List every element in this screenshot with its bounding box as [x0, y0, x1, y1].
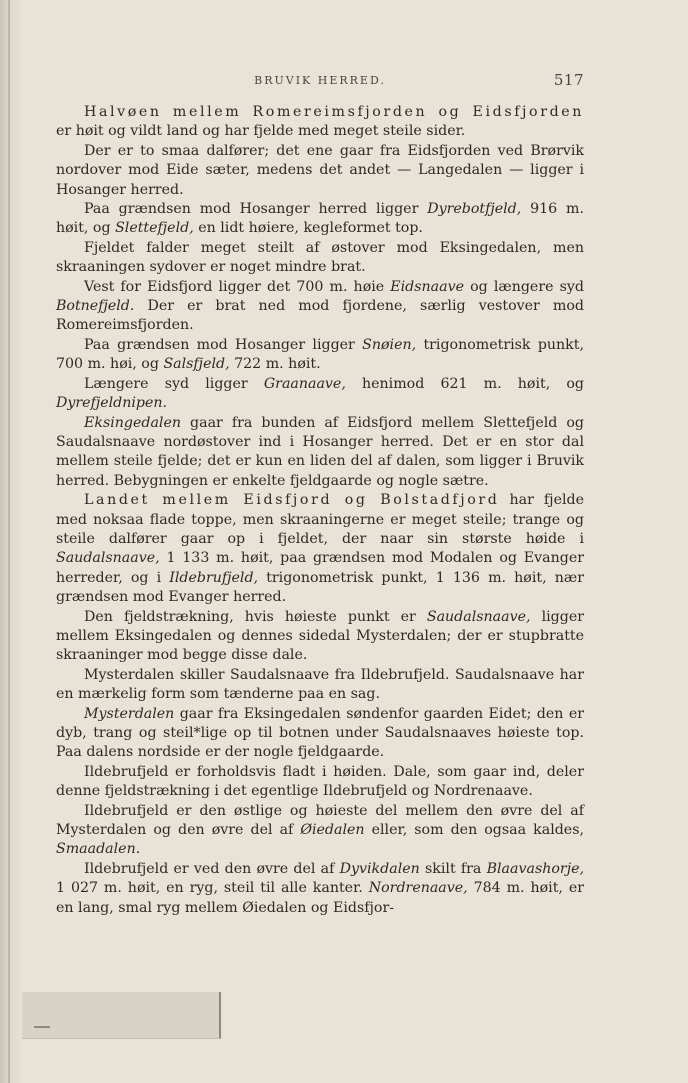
book-page — [56, 70, 584, 918]
paragraph-1: Halvøen mellem Romereimsfjorden og Eidsfjorden er høit og vildt land og har fjelde med meget steile sider. — [56, 104, 584, 140]
paragraph-5: Vest for Eidsfjord ligger det 700 m. høie Eidsnaave og længere syd Botnefjeld. Der er brat ned mod fjordene, særlig vestover mod Romereimsfjorden. — [56, 278, 584, 334]
paragraph-4: Fjeldet falder meget steilt af østover mod Eksingedalen, men skraaningen sydover er noget mindre brat. — [56, 239, 584, 276]
paragraph-14: Ildebrufjeld er den østlige og høieste del mellem den øvre del af Mysterdalen og den øvre del af Øiedalen eller, som den ogsaa kaldes, Smaadalen. — [56, 802, 584, 858]
running-title: BRUVIK HERRED. — [254, 74, 386, 87]
page-body — [56, 103, 584, 918]
stamp-dash-mark — [34, 1026, 50, 1028]
spaced-lead: Halvøen mellem Romereimsfjorden og Eidsfjorden — [84, 104, 584, 120]
paragraph-2: Der er to smaa dalfører; det ene gaar fra Eidsfjorden ved Brørvik nordover mod Eide sæter, medens det andet — Langedalen — ligger i Hosanger herred. — [56, 142, 584, 198]
page-binding-edge — [0, 0, 22, 1083]
page-header — [56, 70, 584, 94]
paragraph-12: Mysterdalen gaar fra Eksingedalen søndenfor gaarden Eidet; den er dyb, trang og steil*lige op til botnen under Saudalsnaaves høieste top. Paa dalens nordside er der nogle fjeldgaarde. — [56, 705, 584, 761]
paragraph-13: Ildebrufjeld er forholdsvis fladt i høiden. Dale, som gaar ind, deler denne fjeldstrækning i det egentlige Ildebrufjeld og Nordrenaave. — [56, 763, 584, 800]
spaced-lead: Landet mellem Eidsfjord og Bolstadfjord — [84, 492, 500, 509]
paragraph-9: Landet mellem Eidsfjord og Bolstadfjord har fjelde med noksaa flade toppe, men skraaningerne er meget steile; trange og steile dalfører gaar op i fjeldet, der naar sin største høide i Saudalsnaave, 1 133 m. høit, paa grændsen mod Modalen og Evanger herreder, og i Ildebrufjeld, trigonometrisk punkt, 1 136 m. høit, nær grændsen mod Evanger herred. — [56, 492, 584, 606]
paragraph-15: Ildebrufjeld er ved den øvre del af Dyvikdalen skilt fra Blaavashorje, 1 027 m. høit, en ryg, steil til alle kanter. Nordrenaave, 784 m. høit, er en lang, smal ryg mellem Øiedalen og Eidsfjor- — [56, 860, 584, 916]
paragraph-7: Længere syd ligger Graanaave, henimod 621 m. høit, og Dyrefjeldnipen. — [56, 375, 585, 412]
page-number: 517 — [553, 71, 584, 89]
paragraph-10: Den fjeldstrækning, hvis høieste punkt er Saudalsnaave, ligger mellem Eksingedalen og dennes sidedal Mysterdalen; der er stupbratte skraaninger mod begge disse dale. — [56, 608, 584, 664]
library-stamp-mark — [22, 992, 221, 1039]
paragraph-3: Paa grændsen mod Hosanger herred ligger Dyrebotfjeld, 916 m. høit, og Slettefjeld, en lidt høiere, kegleformet top. — [56, 201, 584, 237]
paragraph-6: Paa grændsen mod Hosanger ligger Snøien, trigonometrisk punkt, 700 m. høi, og Salsfjeld, 722 m. høit. — [56, 336, 584, 373]
paragraph-8: Eksingedalen gaar fra bunden af Eidsfjord mellem Slettefjeld og Saudalsnaave nordøstover ind i Hosanger herred. Det er en stor dal mellem steile fjelde; det er kun en liden del af dalen, som ligger i Bruvik herred. Bebygningen er enkelte fjeldgaarde og nogle sætre. — [56, 414, 584, 489]
paragraph-11: Mysterdalen skiller Saudalsnaave fra Ildebrufjeld. Saudalsnaave har en mærkelig form som tænderne paa en sag. — [56, 666, 584, 703]
